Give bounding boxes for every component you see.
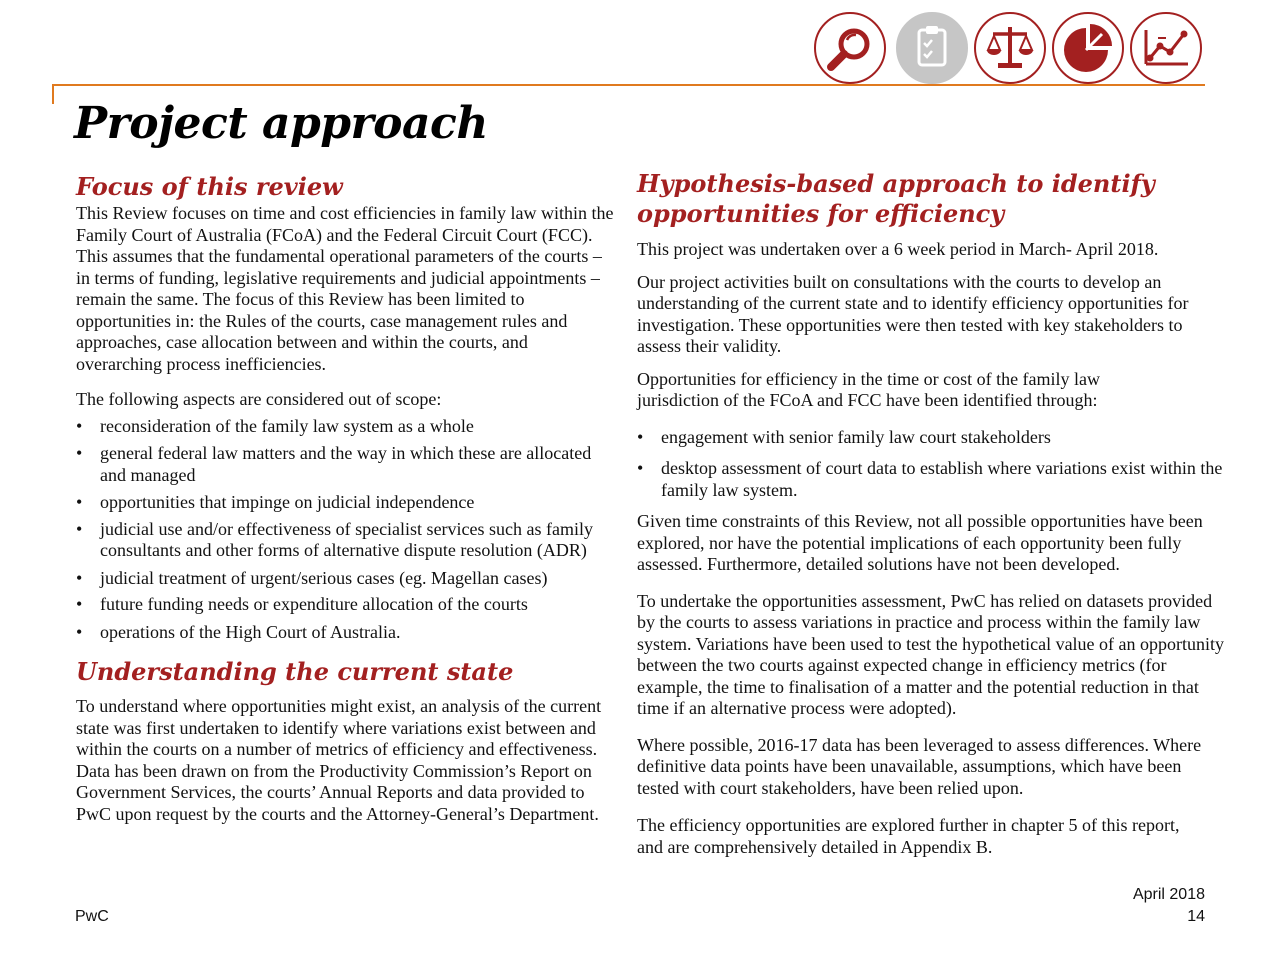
right-paragraph: Given time constraints of this Review, not all possible opportunities have been explored, nor have the potential implications of each opportunity been fully assessed. Furthermore, detailed solutions have not been developed. — [637, 511, 1203, 574]
scope-item-text: future funding needs or expenditure allocation of the courts — [100, 594, 528, 614]
hypothesis-heading: Hypothesis-based approach to identify opportunities for efficiency — [637, 169, 1155, 228]
list-item — [637, 427, 1227, 449]
line-chart-icon[interactable] — [1130, 12, 1202, 84]
magnifier-icon[interactable] — [814, 12, 886, 84]
scope-item-text: judicial use and/or effectiveness of specialist services such as family consultants and other forms of alternative dispute resolution (ADR) — [100, 518, 594, 560]
section-nav-icons — [814, 12, 1208, 86]
bullet-icon: • — [637, 458, 644, 478]
bullet-icon: • — [76, 415, 83, 436]
bullet-icon: • — [76, 594, 83, 614]
bullet-icon: • — [76, 492, 83, 512]
pie-chart-icon[interactable] — [1052, 12, 1124, 84]
bullet-icon: • — [76, 621, 83, 642]
bullet-icon: • — [76, 443, 83, 463]
scope-list — [76, 416, 616, 644]
left-column — [76, 172, 616, 825]
approach-item-text: engagement with senior family law court stakeholders — [661, 426, 1051, 447]
scope-item-text: judicial treatment of urgent/serious cases (eg. Magellan cases) — [100, 567, 548, 588]
scope-item-text: operations of the High Court of Australia. — [100, 621, 401, 642]
header-rule-tick — [52, 84, 54, 104]
approach-item-text: desktop assessment of court data to establish where variations exist within the family law system. — [661, 458, 1223, 500]
scope-item-text: opportunities that impinge on judicial independence — [100, 492, 475, 512]
approach-list — [637, 427, 1227, 502]
footer-brand: PwC — [75, 908, 109, 925]
list-item — [76, 443, 616, 486]
footer-date: April 2018 — [1132, 886, 1205, 903]
bullet-icon: • — [76, 567, 83, 588]
right-paragraph: Opportunities for efficiency in the time or cost of the family law jurisdiction of the FCoA and FCC have been identified through: — [637, 368, 1101, 410]
right-paragraph: To undertake the opportunities assessment, PwC has relied on datasets provided by the courts to assess variations in practice and process within the family law system. Variations have been used to test the hypothetical value of an opportunity between the two courts against expected change in efficiency metrics (for example, the time to finalisation of a matter and the potential reduction in that time if an alternative process were adopted). — [637, 590, 1225, 718]
right-paragraph: This project was undertaken over a 6 week period in March- April 2018. — [637, 239, 1159, 259]
bullet-icon: • — [76, 518, 83, 539]
list-item — [76, 416, 616, 438]
bullet-icon: • — [637, 426, 644, 447]
scope-item-text: reconsideration of the family law system as a whole — [100, 415, 474, 436]
list-item — [76, 568, 616, 590]
scales-icon[interactable] — [974, 12, 1046, 84]
list-item — [76, 622, 616, 644]
page-title: Project approach — [74, 98, 488, 149]
focus-heading: Focus of this review — [76, 172, 343, 201]
list-item — [76, 519, 616, 562]
scope-item-text: general federal law matters and the way in which these are allocated and managed — [100, 443, 592, 485]
list-item — [76, 594, 616, 616]
current-state-body: To understand where opportunities might exist, an analysis of the current state was first undertaken to identify where variations exist between and within the courts on a number of metrics of efficiency and effectiveness. Data has been drawn on from the Productivity Commission’s Report on Government Services, the courts’ Annual Reports and data provided to PwC upon request by the courts and the Attorney-General’s Department. — [76, 696, 602, 824]
right-paragraph: Our project activities built on consultations with the courts to develop an understanding of the current state and to identify efficiency opportunities for investigation. These opportunities were then tested with key stakeholders to assess their validity. — [637, 271, 1189, 356]
focus-body: This Review focuses on time and cost efficiencies in family law within the Family Court of Australia (FCoA) and the Federal Circuit Court (FCC). This assumes that the fundamental operational parameters of the courts – in terms of funding, legislative requirements and judicial appointments – remain the same. The focus of this Review has been limited to opportunities in: the Rules of the courts, case management rules and approaches, case allocation between and within the courts, and overarching process inefficiencies. — [76, 203, 614, 374]
right-paragraph: Where possible, 2016-17 data has been leveraged to assess differences. Where definitive data points have been unavailable, assumptions, which have been tested with court stakeholders, have been relied upon. — [637, 734, 1202, 798]
right-paragraph: The efficiency opportunities are explored further in chapter 5 of this report, and are comprehensively detailed in Appendix B. — [637, 815, 1180, 857]
page-number: 14 — [1187, 908, 1205, 925]
scope-intro: The following aspects are considered out of scope: — [76, 389, 442, 409]
right-column — [637, 169, 1227, 858]
list-item — [76, 492, 616, 514]
list-item — [637, 458, 1227, 501]
current-state-heading: Understanding the current state — [76, 657, 514, 686]
clipboard-checklist-icon[interactable] — [896, 12, 968, 84]
